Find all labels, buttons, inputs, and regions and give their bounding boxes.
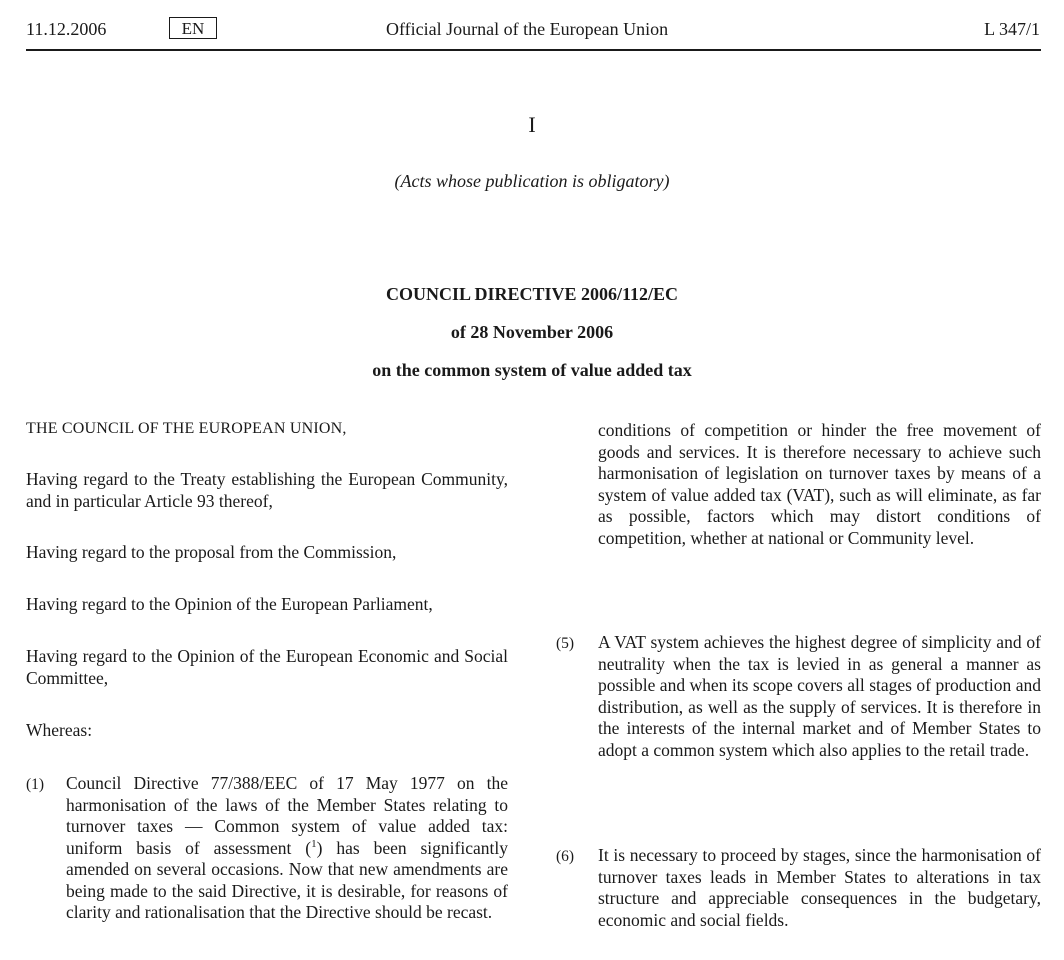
directive-subject: on the common system of value added tax	[372, 360, 692, 380]
citation-committee: Having regard to the Opinion of the European Economic and Social Committee,	[26, 646, 508, 688]
recital-5	[556, 632, 1041, 761]
council-heading: THE COUNCIL OF THE EUROPEAN UNION,	[26, 420, 347, 437]
header-rule	[26, 49, 1041, 51]
directive-title: COUNCIL DIRECTIVE 2006/112/EC	[385, 284, 679, 304]
recital-1	[26, 773, 508, 924]
directive-date: of 28 November 2006	[450, 322, 614, 342]
footnote-reference[interactable]: 1	[311, 837, 317, 850]
citation-proposal: Having regard to the proposal from the Commission,	[26, 542, 397, 562]
recital-number: (5)	[556, 635, 575, 652]
citation-treaty: Having regard to the Treaty establishing the European Community, and in particular Article 93 thereof,	[26, 469, 508, 511]
right-column	[556, 420, 1041, 930]
recital-6	[556, 845, 1041, 931]
journal-title: Official Journal of the European Union	[386, 19, 669, 39]
recital-text: A VAT system achieves the highest degree of simplicity and of neutrality when the tax is levied in as general a manner as possible and when its scope covers all stages of production and distribution, as well as the supply of services. It is therefore in the interests of the internal market and of Member States to adopt a common system which also applies to the retail trade.	[598, 632, 1041, 760]
language-badge: EN	[169, 17, 217, 39]
recital-continuation: conditions of competition or hinder the free movement of goods and services. It is therefore necessary to achieve such harmonisation of legislation on turnover taxes by means of a system of value added tax (VAT), such as will eliminate, as far as possible, factors which may distort conditions of competition, whether at national or Community level.	[598, 420, 1041, 548]
recital-number: (6)	[556, 848, 575, 865]
whereas-label: Whereas:	[26, 720, 93, 740]
section-subtitle: (Acts whose publication is obligatory)	[394, 171, 670, 191]
recital-number: (1)	[26, 776, 45, 793]
page-reference: L 347/1	[984, 19, 1040, 39]
recital-text: Council Directive 77/388/EEC of 17 May 1977 on the harmonisation of the laws of the Member States relating to turnover taxes — Common system of value added tax: uniform basis of assessment ($^1$) has been significantly amended on several occasions. Now that new amendments are being made to the said Directive, it is desirable, for reasons of clarity and rationalisation that the Directive should be recast.	[66, 773, 508, 922]
recital-text: It is necessary to proceed by stages, since the harmonisation of turnover taxes leads in Member States to alterations in tax structure and appreciable consequences in the budgetary, economic and social fields.	[598, 845, 1041, 930]
section-roman-numeral: I	[528, 112, 536, 137]
citation-parliament: Having regard to the Opinion of the European Parliament,	[26, 594, 433, 614]
header-date: 11.12.2006	[26, 19, 107, 39]
